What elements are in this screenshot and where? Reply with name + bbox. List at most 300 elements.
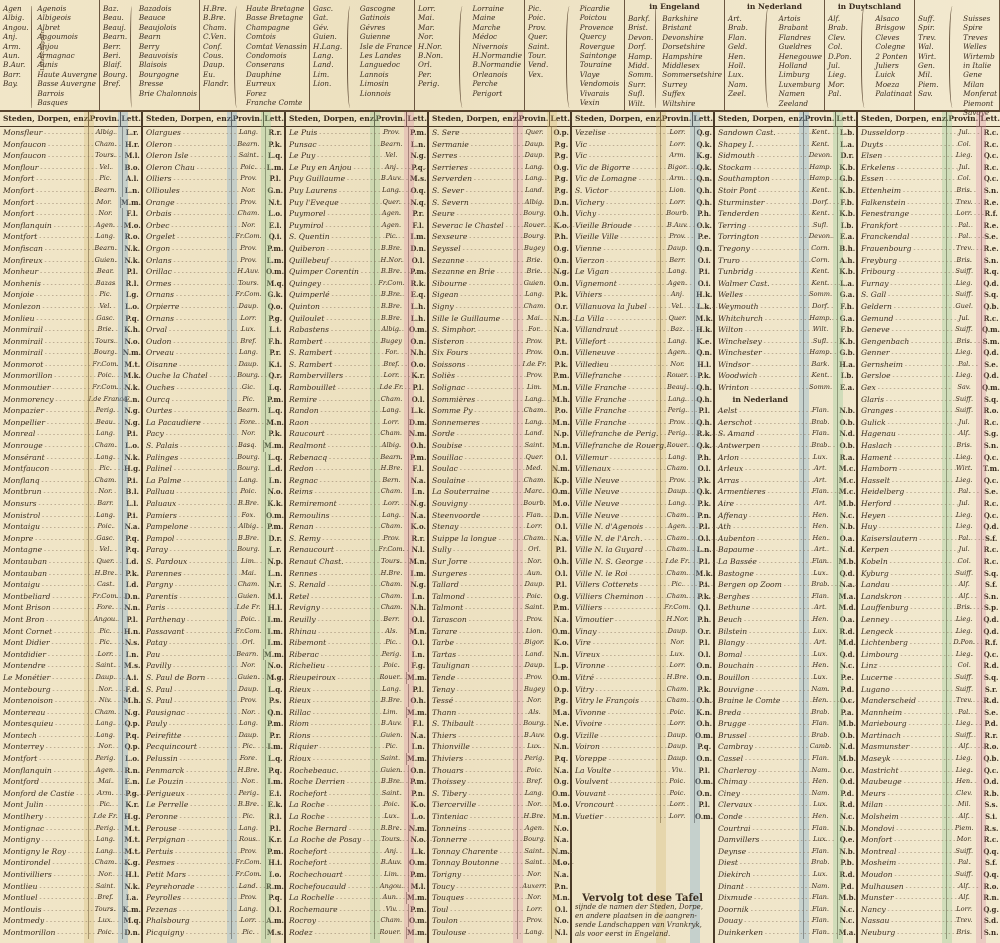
grid-letters: O.l. — [551, 521, 570, 533]
place-name: Renaucourt - - - — [286, 544, 374, 556]
province: Rous. — [231, 834, 266, 846]
grid-letters: I.n. — [122, 649, 141, 661]
place-name: Monpellier - - - — [0, 417, 88, 429]
place-name: Quinton - - - — [286, 301, 374, 313]
legend-abbr: Alf. — [828, 14, 841, 23]
grid-letters: P.a. — [837, 707, 856, 719]
place-name: La Bassée - - - — [715, 556, 803, 568]
province: Cham. — [374, 591, 409, 603]
grid-letters: P.l. — [122, 614, 141, 626]
place-name: Villedieu - - - — [572, 359, 660, 371]
grid-letters: K.n. — [696, 707, 713, 717]
table-row — [858, 892, 1000, 904]
place-name: Puy Guillaume - - - — [286, 173, 374, 185]
province: Lang. — [231, 475, 266, 487]
province: Bourg. — [231, 544, 266, 556]
province: Suiff. — [946, 869, 981, 881]
table-row — [715, 707, 856, 719]
province: Lorr. — [231, 313, 266, 325]
province: Bourg. — [517, 231, 552, 243]
grid-letters: N.a. — [551, 834, 570, 846]
province: Lieg. — [946, 718, 981, 730]
legend-full: Bourgogne — [138, 69, 179, 79]
grid-letters: B.h. — [839, 243, 856, 253]
grid-letters: R.c. — [981, 834, 1000, 846]
grid-letters: L.r. — [265, 544, 284, 556]
place-name: Tessé - - - — [429, 695, 517, 707]
province: Poic. — [517, 765, 552, 777]
legend-full: Perigort — [472, 88, 503, 98]
column-header — [858, 112, 1000, 127]
province: Lang. — [88, 834, 123, 846]
province: Poic. — [231, 162, 266, 174]
grid-letters: O.i. — [694, 278, 713, 290]
legend-abbr: Barkf. — [628, 14, 651, 23]
legend-abbr: Spir. — [918, 23, 935, 33]
place-name: Vic de Lomagne - - - — [572, 173, 660, 185]
province: Albig. — [88, 127, 123, 139]
province: Fr.Com. — [231, 869, 266, 881]
table-row — [858, 208, 1000, 220]
grid-letters: O.m. — [409, 325, 427, 335]
place-name: Walmer Cast. - - - — [715, 278, 803, 290]
province: Nor. — [88, 208, 123, 220]
province: Brab. — [803, 730, 838, 742]
place-name: Moudon - - - — [858, 869, 946, 881]
legend-full: Orleanois — [472, 69, 508, 79]
grid-letters: P.l. — [551, 544, 570, 556]
table-row — [858, 173, 1000, 185]
province: Flan. — [803, 823, 838, 835]
province: Bris. — [946, 185, 981, 197]
brace-icon — [765, 6, 774, 108]
legend-abbr: B.Bre. — [203, 13, 226, 23]
province: Pic. — [88, 799, 123, 811]
place-name: Glaris - - - — [858, 394, 946, 406]
legend-full: Colegne — [875, 42, 906, 52]
table-row — [858, 382, 1000, 394]
legend-full: Juliers — [875, 61, 899, 71]
place-name: Vichery - - - — [572, 197, 660, 209]
place-name: Mondovi - - - — [858, 823, 946, 835]
place-name: Mastricht - - - — [858, 765, 946, 777]
legend-full: Beauce — [138, 13, 166, 23]
place-name: Montauban - - - — [0, 568, 88, 580]
place-name: Rocroy - - - — [286, 915, 374, 927]
place-name: Soulaine - - - — [429, 475, 517, 487]
table-row — [572, 533, 713, 545]
grid-letters: M.t. — [124, 359, 141, 369]
table-row — [0, 185, 141, 197]
grid-letters: R.d. — [839, 626, 855, 636]
legend-group — [915, 0, 1000, 118]
grid-letters: P.g. — [551, 695, 570, 707]
province: Pal. — [946, 220, 981, 232]
province: Suiff. — [946, 289, 981, 301]
table-row — [0, 359, 141, 371]
place-name: Ciney - - - — [715, 788, 803, 800]
place-name: Ville Neuve - - - — [572, 486, 660, 498]
table-row — [286, 510, 427, 522]
province: Lion. — [517, 626, 551, 638]
grid-letters: G.n. — [267, 185, 284, 195]
province: I.de Fr. — [660, 556, 695, 568]
place-name: Villenaux - - - — [572, 463, 660, 475]
legend-full: Welles — [963, 42, 987, 52]
table-row — [429, 486, 570, 498]
province: Cham. — [660, 533, 695, 545]
place-name: Thann - - - — [429, 707, 517, 719]
province: Piem. — [946, 823, 981, 835]
province: Cham. — [517, 405, 552, 417]
place-name: Genner - - - — [858, 347, 946, 359]
place-name: Peronne - - - — [143, 811, 231, 823]
province: Pic. — [88, 463, 123, 475]
legend-group — [825, 0, 915, 110]
table-row — [143, 626, 284, 638]
place-name: Picquigny - - - — [143, 927, 231, 939]
grid-letters: N.n. — [553, 649, 570, 659]
place-name: Rochebeauc. - - - — [286, 765, 374, 777]
table-row — [0, 255, 141, 267]
table-row — [286, 811, 427, 823]
place-name: Dusseldorp - - - — [858, 127, 946, 139]
place-name: Steenvoorde - - - — [429, 510, 517, 522]
legend-abbr: B.Aur. — [3, 60, 26, 70]
province: Lang. — [88, 428, 123, 440]
province: Lorr. — [660, 718, 695, 730]
place-name: Bouchain - - - — [715, 660, 803, 672]
grid-letters: S.n. — [981, 927, 1000, 939]
grid-letters: P.b. — [837, 857, 856, 869]
place-name: Rebenacq - - - — [286, 452, 374, 464]
grid-letters: O.l. — [694, 649, 713, 661]
place-name: Vitré - - - — [572, 672, 660, 684]
grid-letters: O.i. — [694, 255, 713, 267]
province: Als. — [374, 626, 409, 638]
grid-letters: O.l. — [408, 394, 427, 406]
table-row — [143, 579, 284, 591]
grid-letters: I.n. — [408, 591, 427, 603]
legend-abbr: Holl. — [728, 61, 746, 71]
place-name: Welles - - - — [715, 289, 803, 301]
grid-letters: O.l. — [408, 637, 427, 649]
province: Flan. — [803, 892, 838, 904]
legend-abbr: Conf. — [203, 41, 223, 51]
legend-abbr: Clev. — [828, 32, 846, 42]
grid-letters: N.m. — [551, 464, 570, 474]
table-row — [143, 313, 284, 325]
legend-full: Gascogne — [359, 4, 396, 13]
legend-full: Angoumois — [37, 32, 78, 42]
province: Mor. — [946, 834, 981, 846]
grid-letters: P.q. — [122, 544, 141, 556]
place-name: S. Sere - - - — [429, 127, 517, 139]
table-row — [858, 220, 1000, 232]
place-name: Vironne - - - — [572, 660, 660, 672]
grid-letters: B.o. — [122, 162, 141, 174]
grid-letters: P.k. — [694, 370, 713, 382]
table-row — [286, 162, 427, 174]
province: Poic. — [660, 707, 695, 719]
grid-letters: I.m. — [267, 742, 283, 752]
grid-letters: R.c. — [981, 139, 1000, 151]
place-name: Suippe la longue - - - — [429, 533, 517, 545]
place-name: Thoissey - - - — [429, 776, 517, 788]
table-row — [572, 150, 713, 162]
grid-letters: M.a. — [838, 927, 856, 937]
legend-abbr: Suff. — [918, 14, 935, 23]
table-row — [715, 904, 856, 916]
grid-letters: P.m. — [410, 870, 427, 879]
place-name: Serrieres - - - — [429, 162, 517, 174]
legend-full: Agenois — [37, 4, 67, 13]
place-name: Perpignan - - - — [143, 834, 231, 846]
place-name: Villiers - - - — [572, 602, 660, 614]
table-row — [0, 881, 141, 893]
grid-letters: I.m. — [410, 568, 426, 578]
place-name: Talmont - - - — [429, 602, 517, 614]
continuation-note — [575, 894, 710, 939]
legend-full: Wiltshire — [662, 98, 696, 108]
province: H.Bre. — [517, 811, 552, 823]
grid-letters: R.c. — [981, 162, 1000, 174]
province: Brie. — [88, 324, 123, 336]
place-name: Monheur - - - — [0, 266, 88, 278]
table-row — [715, 185, 856, 197]
table-row — [143, 255, 284, 267]
grid-letters: D.n. — [124, 927, 141, 937]
grid-letters: L.q. — [265, 150, 284, 162]
province: Bris. — [946, 927, 981, 939]
place-name: Rochemaure - - - — [286, 904, 374, 916]
legend-abbr: Blaif. — [103, 60, 122, 70]
table-row — [572, 741, 713, 753]
grid-letters: F.h. — [265, 336, 284, 348]
table-row — [429, 568, 570, 580]
legend-abbr: Pal. — [828, 89, 842, 99]
table-row — [429, 788, 570, 800]
table-row — [858, 255, 1000, 267]
province: Kent. — [803, 127, 838, 139]
place-name: Gengenbach - - - — [858, 336, 946, 348]
place-name: Montesquieu - - - — [0, 718, 88, 730]
grid-letters: S.q. — [981, 394, 1000, 406]
province: Prov. — [517, 672, 551, 684]
province: Lang. — [88, 231, 123, 243]
grid-letters: R.o. — [981, 405, 1000, 417]
province: Lux. — [374, 811, 409, 823]
place-name: Monmorot - - - — [0, 359, 88, 371]
table-row — [429, 521, 570, 533]
table-row — [858, 243, 1000, 255]
grid-letters: O.n. — [410, 765, 427, 775]
grid-letters: K.o. — [408, 521, 427, 533]
grid-letters: L.k. — [694, 301, 713, 313]
province: Hamp. — [803, 173, 838, 185]
legend-full: Médoc — [472, 32, 498, 42]
legend-full: Namen — [778, 89, 805, 99]
table-row — [715, 428, 856, 440]
place-name: Richelieu - - - — [286, 660, 374, 672]
table-row — [715, 556, 856, 568]
place-name: Monfireux - - - — [0, 255, 88, 267]
table-row — [286, 208, 427, 220]
place-name: Somme Py - - - — [429, 405, 517, 417]
grid-letters: P.g. — [122, 788, 141, 800]
place-name: Mariebourg - - - — [858, 718, 946, 730]
table-row — [429, 660, 570, 672]
province: Anj. — [660, 289, 695, 301]
table-row — [143, 707, 284, 719]
legend-full: Bazadois — [138, 4, 172, 13]
table-row — [143, 324, 284, 336]
table-row — [143, 637, 284, 649]
place-name: Bapaume - - - — [715, 544, 803, 556]
grid-letters: L.m. — [266, 162, 284, 172]
province: Nor. — [231, 428, 266, 440]
province: Lorr. — [231, 915, 266, 927]
grid-letters: H.i. — [265, 857, 284, 869]
place-name: Orgelet - - - — [143, 231, 231, 243]
legend-full: Cleves — [875, 32, 900, 42]
place-name: Pargny - - - — [143, 579, 231, 591]
grid-letters: R.r. — [981, 730, 1000, 742]
place-name: Gex - - - — [858, 382, 946, 394]
place-name: Vichy - - - — [572, 208, 660, 220]
province: Lim. — [374, 869, 409, 881]
grid-letters: K.r. — [122, 799, 141, 811]
place-name: Truro - - - — [715, 255, 803, 267]
legend-abbr: Midd. — [628, 61, 650, 71]
column-header-lett: Lett. — [120, 112, 141, 126]
place-name: Rambert - - - — [286, 336, 374, 348]
subsection-heading — [715, 394, 856, 406]
grid-letters: G.k. — [265, 289, 284, 301]
province: Guien. — [374, 730, 409, 742]
province: Kent. — [803, 370, 838, 382]
table-row — [429, 799, 570, 811]
table-row — [715, 475, 856, 487]
province: Prov. — [660, 231, 695, 243]
grid-letters: R.o. — [981, 741, 1000, 753]
place-name: Ville Franche - - - — [572, 382, 660, 394]
province: Bearn. — [374, 452, 409, 464]
table-row — [858, 730, 1000, 742]
province: Rouer. — [374, 927, 406, 939]
place-name: Sezanne en Brie - - - — [429, 266, 517, 278]
province: Pic. — [231, 811, 266, 823]
place-name: Rambervillers - - - — [286, 370, 374, 382]
legend-abbr: Pic. — [528, 4, 542, 13]
legend-full: Bresse — [138, 79, 164, 89]
grid-letters: N.b. — [839, 406, 856, 416]
grid-letters: P.l. — [694, 765, 713, 777]
province: Daup. — [517, 150, 552, 162]
table-row — [715, 544, 856, 556]
grid-letters: P.l. — [694, 799, 713, 811]
province: Lang. — [660, 498, 695, 510]
place-name: Arleux - - - — [715, 463, 803, 475]
grid-letters: P.k. — [265, 428, 284, 440]
place-name: Montigny - - - — [0, 834, 88, 846]
place-name: Lenney - - - — [858, 614, 946, 626]
grid-letters: M.o. — [552, 858, 570, 868]
table-row — [858, 776, 1000, 788]
province: Niv. — [88, 695, 123, 707]
province: Alf. — [946, 579, 981, 591]
place-name: S. Rambert - - - — [286, 347, 374, 359]
legend-full: Picardie — [579, 4, 610, 13]
legend-abbr: Mar. — [418, 22, 435, 32]
place-name: Mont Didier - - - — [0, 637, 88, 649]
province: Cham. — [660, 695, 695, 707]
table-row — [286, 892, 427, 904]
place-name: Molsheim - - - — [858, 811, 946, 823]
table-row — [0, 776, 141, 788]
province: Beauj. — [660, 382, 695, 394]
place-name: Signy - - - — [429, 301, 517, 313]
place-name: Furnay - - - — [858, 278, 946, 290]
place-name: Duyts - - - — [858, 139, 946, 151]
legend-full: Limburg — [778, 70, 810, 80]
place-name: Sommières - - - — [429, 394, 517, 406]
province: Suiff. — [946, 266, 981, 278]
table-row — [0, 718, 141, 730]
province: Orl. — [231, 637, 266, 649]
province: Hen. — [803, 510, 838, 522]
province: Cham. — [517, 301, 552, 313]
province: I.de Fr. — [517, 359, 552, 371]
place-name: Sturminster - - - — [715, 197, 803, 209]
table-row — [429, 823, 570, 835]
place-name: Elsen - - - — [858, 150, 946, 162]
province: Hen. — [803, 614, 838, 626]
table-row — [858, 428, 1000, 440]
province: Guel. — [946, 301, 981, 313]
province: Cast. — [88, 579, 123, 591]
province: Alf. — [946, 892, 981, 904]
legend-full-names — [659, 14, 722, 110]
legend-abbr: Lorr. — [418, 4, 436, 13]
grid-letters: P.h. — [694, 614, 713, 626]
table-row — [0, 336, 141, 348]
province: Bref. — [517, 776, 552, 788]
grid-letters: H.k. — [696, 325, 713, 335]
place-name: Courtrai - - - — [715, 823, 803, 835]
grid-letters: K.b. — [839, 185, 856, 195]
place-name: Mannheim - - - — [858, 707, 946, 719]
table-row — [715, 765, 856, 777]
table-row — [0, 869, 141, 881]
grid-letters: N.t. — [265, 197, 284, 209]
place-name: Frauenbourg - - - — [858, 243, 946, 255]
table-row — [572, 776, 713, 788]
grid-letters: M.k. — [695, 568, 713, 578]
place-name: Vienne - - - — [572, 243, 660, 255]
grid-letters: H.l. — [694, 359, 713, 371]
place-name: Puymirol - - - — [286, 220, 374, 232]
grid-letters: N.o. — [122, 336, 141, 348]
grid-letters: H.k. — [696, 290, 713, 300]
grid-letters: P.r. — [265, 730, 284, 742]
grid-letters: O.g. — [551, 162, 570, 174]
table-row — [286, 614, 427, 626]
province: Perig. — [88, 753, 123, 765]
grid-letters: Q.o. — [265, 301, 284, 313]
grid-letters: Q.h. — [696, 197, 713, 207]
table-row — [858, 788, 1000, 800]
